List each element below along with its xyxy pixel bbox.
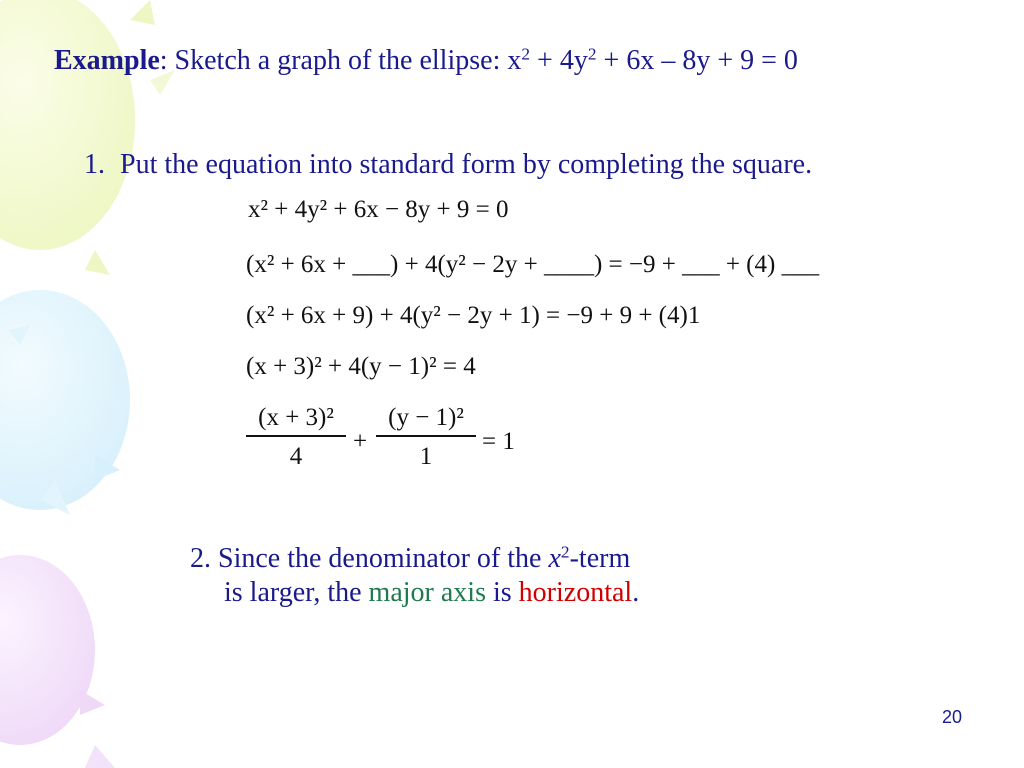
blue-balloon [0, 290, 130, 515]
step-2-line-2-a: is larger, the [224, 576, 369, 608]
fraction-x-denominator: 4 [289, 442, 303, 470]
title-bold-label: Example [54, 45, 160, 76]
fraction-x-term [246, 404, 346, 471]
slide-title [54, 44, 798, 78]
title-exponent-1: 2 [521, 44, 531, 64]
equation-line-1: x² + 4y² + 6x − 8y + 9 = 0 [248, 196, 509, 223]
fraction-y-bar [376, 435, 476, 437]
fraction-equals: = 1 [482, 428, 515, 455]
fraction-plus-sign: + [353, 428, 368, 455]
title-end: + 6x – 8y + 9 = 0 [596, 45, 798, 76]
step-2-line-2-b: is [485, 576, 519, 608]
equation-line-4: (x + 3)² + 4(y − 1)² = 4 [246, 353, 476, 380]
yellow-balloon [0, 0, 175, 275]
step-2-text-1: 2. Since the denominator of the [190, 543, 549, 574]
purple-balloon [0, 555, 115, 768]
fraction-y-denominator: 1 [419, 442, 433, 470]
fraction-y-term [376, 404, 476, 471]
step-1-text: Put the equation into standard form by completing the square. [120, 149, 813, 180]
fraction-x-bar [246, 435, 346, 437]
fraction-y-numerator: (y − 1)² [388, 404, 464, 431]
page-number: 20 [941, 707, 962, 727]
title-mid: + 4y [530, 45, 588, 76]
major-axis-term: major axis [368, 576, 486, 608]
step-2-line-2 [224, 576, 639, 610]
horizontal-term: horizontal [518, 576, 633, 608]
step-1-number: 1. [84, 149, 105, 180]
equation-line-2: (x² + 6x + ___) + 4(y² − 2y + ____) = −9 + ___ + (4) ___ [246, 251, 820, 278]
step-2-line-2-end: . [632, 576, 640, 608]
title-exponent-2: 2 [587, 44, 597, 64]
equation-line-3: (x² + 6x + 9) + 4(y² − 2y + 1) = −9 + 9 + (4)1 [246, 302, 701, 329]
step-2-text-2: -term [569, 543, 631, 574]
step-2-exponent: 2 [560, 542, 570, 562]
step-2-variable: x [548, 543, 561, 574]
title-text: : Sketch a graph of the ellipse: x [159, 45, 522, 76]
fraction-x-numerator: (x + 3)² [258, 404, 334, 431]
step-2 [190, 542, 639, 609]
step-1 [84, 148, 874, 182]
